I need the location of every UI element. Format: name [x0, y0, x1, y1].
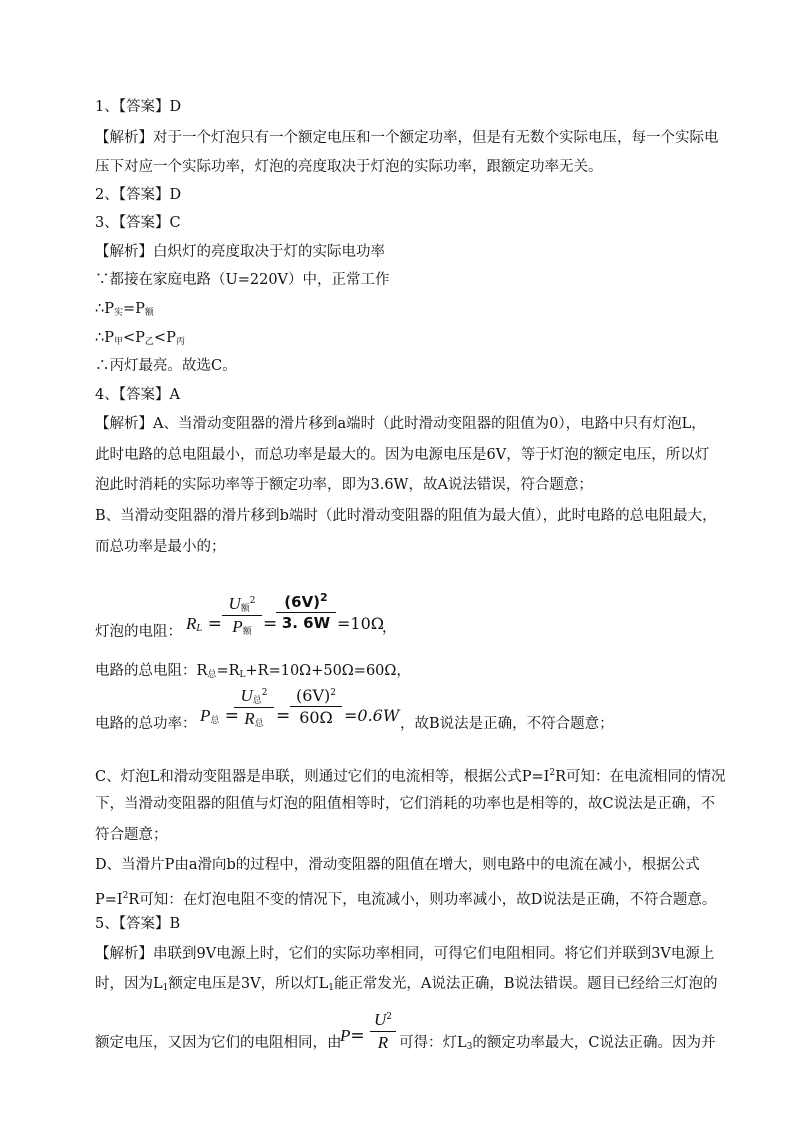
q3-explanation-line3: $\therefore P_实=P_额$ — [95, 301, 154, 318]
q4-option-a-line2: 此时电路的总电阻最小，而总功率是最大的。因为电源电压是6V，等于灯泡的额定电压，所以灯 — [95, 447, 710, 463]
q3-answer: 3、【答案】C — [95, 215, 181, 231]
lamp-resistance-fraction1: $U_额^2$ $P_额$ — [222, 594, 262, 637]
q4-option-c-line1: C、灯泡L和滑动变阻器是串联，则通过它们的电流相等，根据公式$P=I^2R$可知：在电流相同的情况 — [95, 768, 726, 785]
total-power-conclusion: ，故B说法是正确，不符合题意； — [400, 716, 614, 732]
q3-explanation-line5: ∴丙灯最亮。故选C。 — [95, 358, 237, 374]
q4-option-d-line2: $P=I^2R$可知：在灯泡电阻不变的情况下，电流减小，则功率减小，故D说法是正确，不符合题意。 — [95, 891, 717, 908]
q4-option-d-line1: D、当滑片P由a滑向b的过程中，滑动变阻器的阻值在增大，则电路中的电流在减小，根据公式 — [95, 857, 700, 873]
q1-answer: 1、【答案】D — [95, 99, 182, 115]
q4-option-b-line1: B、当滑动变阻器的滑片移到b端时（此时滑动变阻器的阻值为最大值），此时电路的总电阻最大， — [95, 508, 717, 524]
q5-explanation-line3-start: 额定电压，又因为它们的电阻相同，由 — [95, 1035, 342, 1051]
lamp-resistance-lhs: $R_L$ = — [186, 614, 223, 634]
lamp-resistance-label: 灯泡的电阻： — [95, 624, 182, 640]
q5-power-formula-lhs: P= — [340, 1026, 365, 1046]
total-power-label: 电路的总功率： — [95, 716, 197, 732]
q3-explanation-line4: $\therefore P_甲<P_乙<P_丙$ — [95, 330, 185, 347]
q2-answer: 2、【答案】D — [95, 187, 182, 203]
q4-answer: 4、【答案】A — [95, 387, 180, 403]
q4-option-c-line3: 符合题意； — [95, 827, 168, 843]
q5-power-formula-fraction: $U^2$ R — [370, 1010, 396, 1053]
q3-explanation-line2: ∵都接在家庭电路（U=220V）中，正常工作 — [95, 272, 390, 288]
q5-explanation-line2: 时，因为$L_1$额定电压是3V，所以灯$L_1$能正常发光，A说法正确，B说法错误。题目已经给三灯泡的 — [95, 976, 718, 993]
q3-explanation-line1: 【解析】白炽灯的亮度取决于灯的实际电功率 — [95, 244, 385, 260]
answer-page: 1、【答案】D 【解析】对于一个灯泡只有一个额定电压和一个额定功率，但是有无数个实际电压，每一个实际电 压下对应一个实际功率，灯泡的亮度取决于灯泡的实际功率，跟额定功率无关。 2、【答案】D 3、【答案】C 【解析】白炽灯的亮度取决于灯的实际电功率 ∵都接在家庭电路（U=220V）中，正常工作 $\therefore P_实=P_额$ $\therefore P_甲<P_乙<P_丙$ ∴丙灯最亮。故选C。 4、【答案】A 【解析】A、当滑动变阻器的滑片移到a端时（此时滑动变阻器的阻值为0），电路中只有灯泡L， 此时电路的总电阻最小，而总功率是最大的。因为电源电压是6V，等于灯泡的额定电压，所以灯 泡此时消耗的实际功率等于额定功率，即为3.6W，故A说法错误，符合题意； B、当滑动变阻器的滑片移到b端时（此时滑动变阻器的阻值为最大值），此时电路的总电阻最大， 而总功率是最小的； 灯泡的电阻： $R_L$ = $U_额^2$ $P_额$ = $(6V)^2$ 3. 6W =10Ω ， 电路的总电阻：$R_总=R_L+R=10\Omega+50\Omega=60\Omega$， 电路的总功率： $P_总$ = $U_总^2$ $R_总$ = $(6V)^2$ 60Ω =0.6W ，故B说法是正确，不符合题意； C、灯泡L和滑动变阻器是串联，则通过它们的电流相等，根据公式$P=I^2R$可知：在电流相同的情况 下，当滑动变阻器的阻值与灯泡的阻值相等时，它们消耗的功率也是相等的，故C说法是正确，不 符合题意； D、当滑片P由a滑向b的过程中，滑动变阻器的阻值在增大，则电路中的电流在减小，根据公式 $P=I^2R$可知：在灯泡电阻不变的情况下，电流减小，则功率减小，故D说法是正确，不符合题意。 5、【答案】B 【解析】串联到9V电源上时，它们的实际功率相同，可得它们电阻相同。将它们并联到3V电源上 时，因为$L_1$额定电压是3V，所以灯$L_1$能正常发光，A说法正确，B说法错误。题目已经给三灯泡的 额定电压，又因为它们的电阻相同，由 P= $U^2$ R 可得：灯$L_3$的额定功率最大，C说法正确。因为并 — [95, 99, 726, 1052]
q5-explanation-line1: 【解析】串联到9V电源上时，它们的实际功率相同，可得它们电阻相同。将它们并联到3V电源上 — [95, 946, 715, 962]
lamp-resistance-fraction2: $(6V)^2$ 3. 6W — [276, 591, 336, 632]
q4-option-a-line1: 【解析】A、当滑动变阻器的滑片移到a端时（此时滑动变阻器的阻值为0），电路中只有灯泡L， — [95, 416, 706, 432]
total-resistance-line: 电路的总电阻：$R_总=R_L+R=10\Omega+50\Omega=60\Omega$， — [95, 663, 411, 680]
q4-option-b-line2: 而总功率是最小的； — [95, 539, 226, 555]
q1-explanation-line2: 压下对应一个实际功率，灯泡的亮度取决于灯泡的实际功率，跟额定功率无关。 — [95, 159, 603, 175]
lamp-resistance-result: =10Ω — [337, 614, 385, 633]
total-power-result: =0.6W — [344, 706, 400, 725]
q4-option-c-line2: 下，当滑动变阻器的阻值与灯泡的阻值相等时，它们消耗的功率也是相等的，故C说法是正确，不 — [95, 796, 716, 812]
q5-answer: 5、【答案】B — [95, 916, 181, 932]
q1-explanation-line1: 【解析】对于一个灯泡只有一个额定电压和一个额定功率，但是有无数个实际电压，每一个实际电 — [95, 130, 719, 146]
total-power-fraction1: $U_总^2$ $R_总$ — [234, 686, 274, 729]
q4-option-a-line3: 泡此时消耗的实际功率等于额定功率，即为3.6W，故A说法错误，符合题意； — [95, 477, 593, 493]
q5-explanation-line3-end: 可得：灯$L_3$的额定功率最大，C说法正确。因为并 — [399, 1035, 716, 1052]
total-power-lhs: $P_总$ = — [200, 706, 240, 726]
total-power-fraction2: $(6V)^2$ 60Ω — [290, 686, 342, 727]
